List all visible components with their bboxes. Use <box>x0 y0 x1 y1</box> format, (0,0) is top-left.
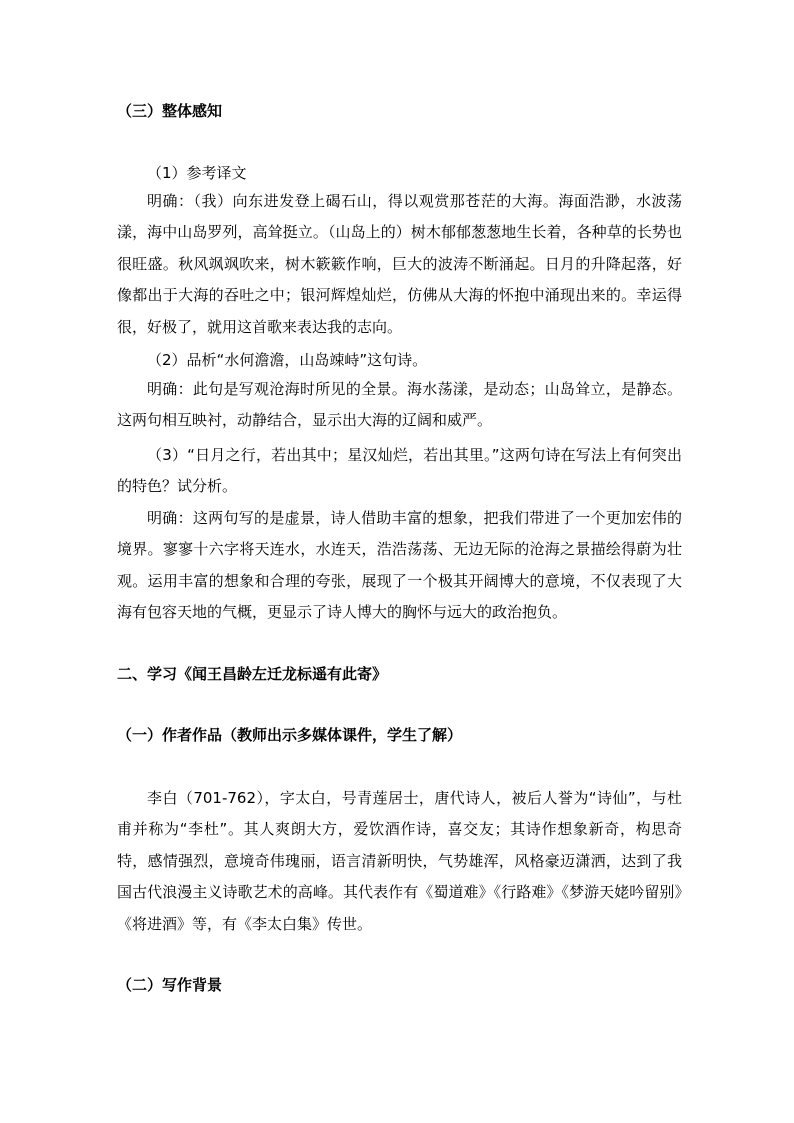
section-heading-overall-perception: （三）整体感知 <box>117 102 223 120</box>
item-3-answer: 明确：这两句写的是虚景，诗人借助丰富的想象，把我们带进了一个更加宏伟的境界。寥寥十六字将天连水，水连天，浩浩荡荡、无边无际的沧海之景描绘得蔚为壮观。运用丰富的想象和合理的夸张，展现了一个极其开阔博大的意境，不仅表现了大海有包容天地的气概，更显示了诗人博大的胸怀与远大的政治抱负。 <box>117 509 682 622</box>
part-2-heading: 二、学习《闻王昌龄左迁龙标遥有此寄》 <box>117 665 388 683</box>
item-1-answer: 明确：（我）向东进发登上碣石山，得以观赏那苍茫的大海。海面浩渺，水波荡漾，海中山岛罗列，高耸挺立。（山岛上的）树木郁郁葱葱地生长着，各种草的长势也很旺盛。秋风飒飒吹来，树木簌簌作响，巨大的波涛不断涌起。日月的升降起落，好像都出于大海的吞吐之中；银河辉煌灿烂，仿佛从大海的怀抱中涌现出来的。幸运得很，好极了，就用这首歌来表达我的志向。 <box>117 192 682 336</box>
item-2-title: （2）品析“水何澹澹，山岛竦峙”这句诗。 <box>147 351 428 369</box>
item-1-title: （1）参考译文 <box>147 164 247 182</box>
author-works-heading: （一）作者作品（教师出示多媒体课件，学生了解） <box>117 726 463 744</box>
item-3-title: （3）“日月之行，若出其中；星汉灿烂，若出其里。”这两句诗在写法上有何突出的特色？试分析。 <box>117 446 682 496</box>
item-2-answer: 明确：此句是写观沧海时所见的全景。海水荡漾，是动态；山岛耸立，是静态。这两句相互映衬，动静结合，显示出大海的辽阔和威严。 <box>117 380 682 430</box>
writing-background-heading: （二）写作背景 <box>117 976 223 994</box>
author-introduction: 李白（701-762），字太白，号青莲居士，唐代诗人，被后人誉为“诗仙”，与杜甫并称为“李杜”。其人爽朗大方，爱饮酒作诗，喜交友；其诗作想象新奇，构思奇特，感情强烈，意境奇伟瑰丽，语言清新明快，气势雄浑，风格豪迈潇洒，达到了我国古代浪漫主义诗歌艺术的高峰。其代表作有《蜀道难》《行路难》《梦游天姥吟留别》《将进酒》等，有《李太白集》传世。 <box>117 789 682 933</box>
